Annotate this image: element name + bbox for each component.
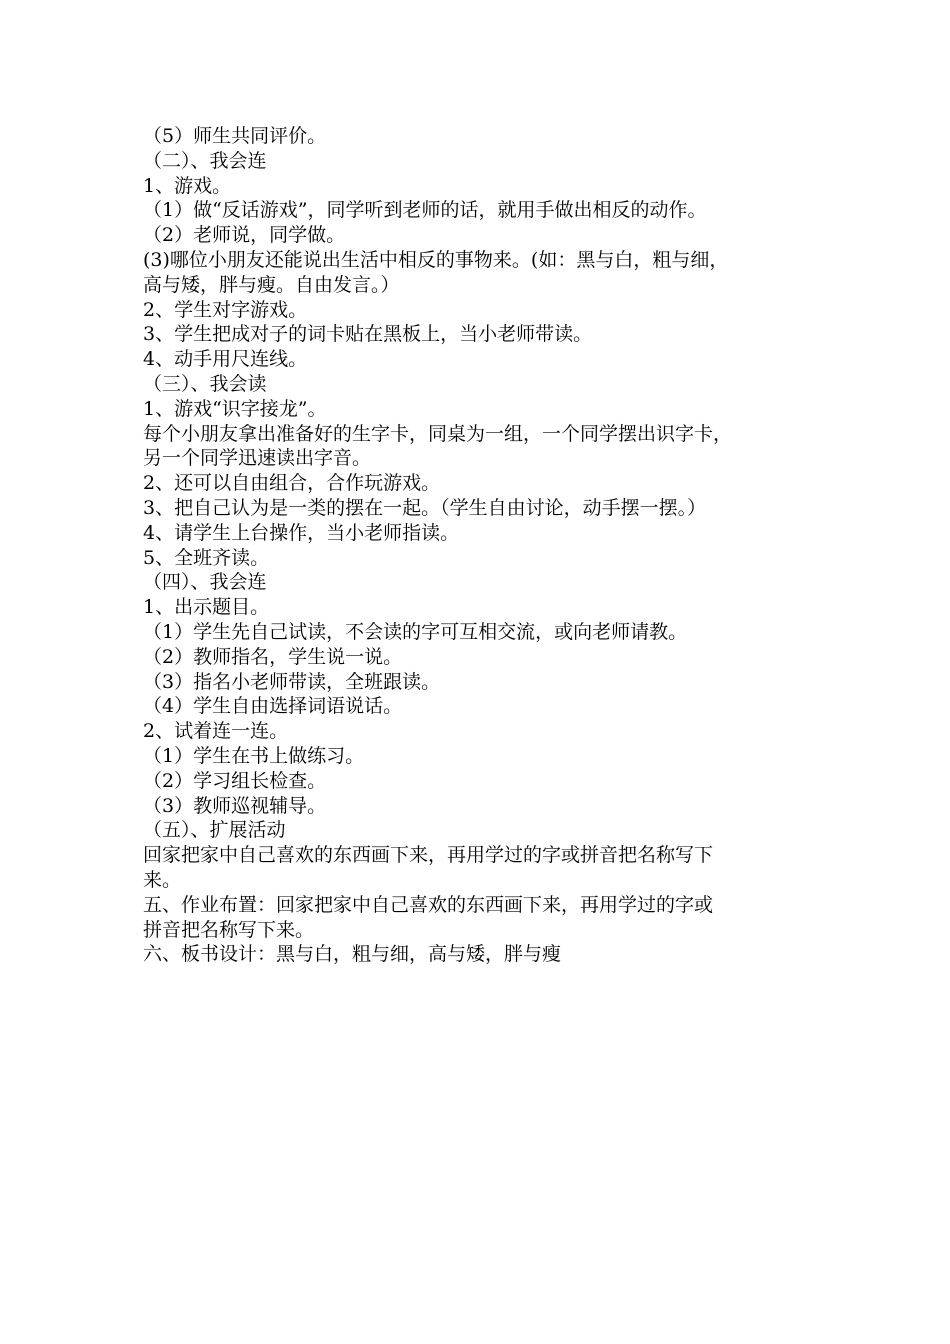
line-character-cards-cont: 另一个同学迅速读出字音。: [143, 447, 372, 470]
line-word-cards: 3、学生把成对子的词卡贴在黑板上，当小老师带读。: [143, 323, 593, 346]
section-heading-5: （五）、扩展活动: [143, 819, 286, 842]
line-show-question: 1、出示题目。: [143, 596, 270, 619]
section-heading-4: （四）、我会连: [143, 571, 267, 594]
line-categorize: 3、把自己认为是一类的摆在一起。（学生自由讨论，动手摆一摆。）: [143, 496, 707, 519]
line-homework: 五、作业布置：回家把家中自己喜欢的东西画下来，再用学过的字或: [143, 893, 714, 916]
line-free-grouping: 2、还可以自由组合，合作玩游戏。: [143, 472, 441, 495]
line-teacher-names: （2）教师指名，学生说一说。: [143, 645, 403, 668]
section-heading-2: （二）、我会连: [143, 149, 267, 172]
line-word-chain-game: 1、游戏“识字接龙”。: [143, 397, 327, 420]
line-on-stage: 4、请学生上台操作，当小老师指读。: [143, 521, 460, 544]
line-pair-game: 2、学生对字游戏。: [143, 298, 308, 321]
line-teacher-says: （2）老师说，同学做。: [143, 224, 346, 247]
line-homework-cont: 拼音把名称写下来。: [143, 918, 315, 941]
line-opposite-game: （1）做“反话游戏”，同学听到老师的话，就用手做出相反的动作。: [143, 199, 707, 222]
line-group-check: （2）学习组长检查。: [143, 769, 327, 792]
line-step-5-evaluation: （5）师生共同评价。: [143, 125, 327, 147]
document-body: [143, 124, 823, 967]
section-heading-3: （三）、我会读: [143, 372, 267, 395]
line-home-drawing: 回家把家中自己喜欢的东西画下来，再用学过的字或拼音把名称写下: [143, 844, 714, 867]
line-opposites-examples-cont: 高与矮，胖与瘦。自由发言。）: [143, 273, 400, 296]
line-character-cards: 每个小朋友拿出准备好的生字卡，同桌为一组，一个同学摆出识字卡，: [143, 422, 733, 445]
line-free-sentences: （4）学生自由选择词语说话。: [143, 695, 403, 718]
line-opposites-examples: (3)哪位小朋友还能说出生活中相反的事物来。(如：黑与白，粗与细，: [143, 248, 729, 271]
line-class-reading: 5、全班齐读。: [143, 546, 270, 569]
line-try-connect: 2、试着连一连。: [143, 720, 289, 743]
line-blackboard-design: 六、板书设计：黑与白，粗与细，高与矮，胖与瘦: [143, 943, 562, 966]
line-teacher-guidance: （3）教师巡视辅导。: [143, 794, 327, 817]
line-book-practice: （1）学生在书上做练习。: [143, 744, 365, 767]
line-self-read: （1）学生先自己试读，不会读的字可互相交流，或向老师请教。: [143, 620, 688, 643]
line-lead-reading: （3）指名小老师带读，全班跟读。: [143, 670, 441, 693]
line-ruler-connect: 4、动手用尺连线。: [143, 348, 308, 371]
line-home-drawing-cont: 来。: [143, 868, 182, 891]
line-game: 1、游戏。: [143, 174, 232, 197]
